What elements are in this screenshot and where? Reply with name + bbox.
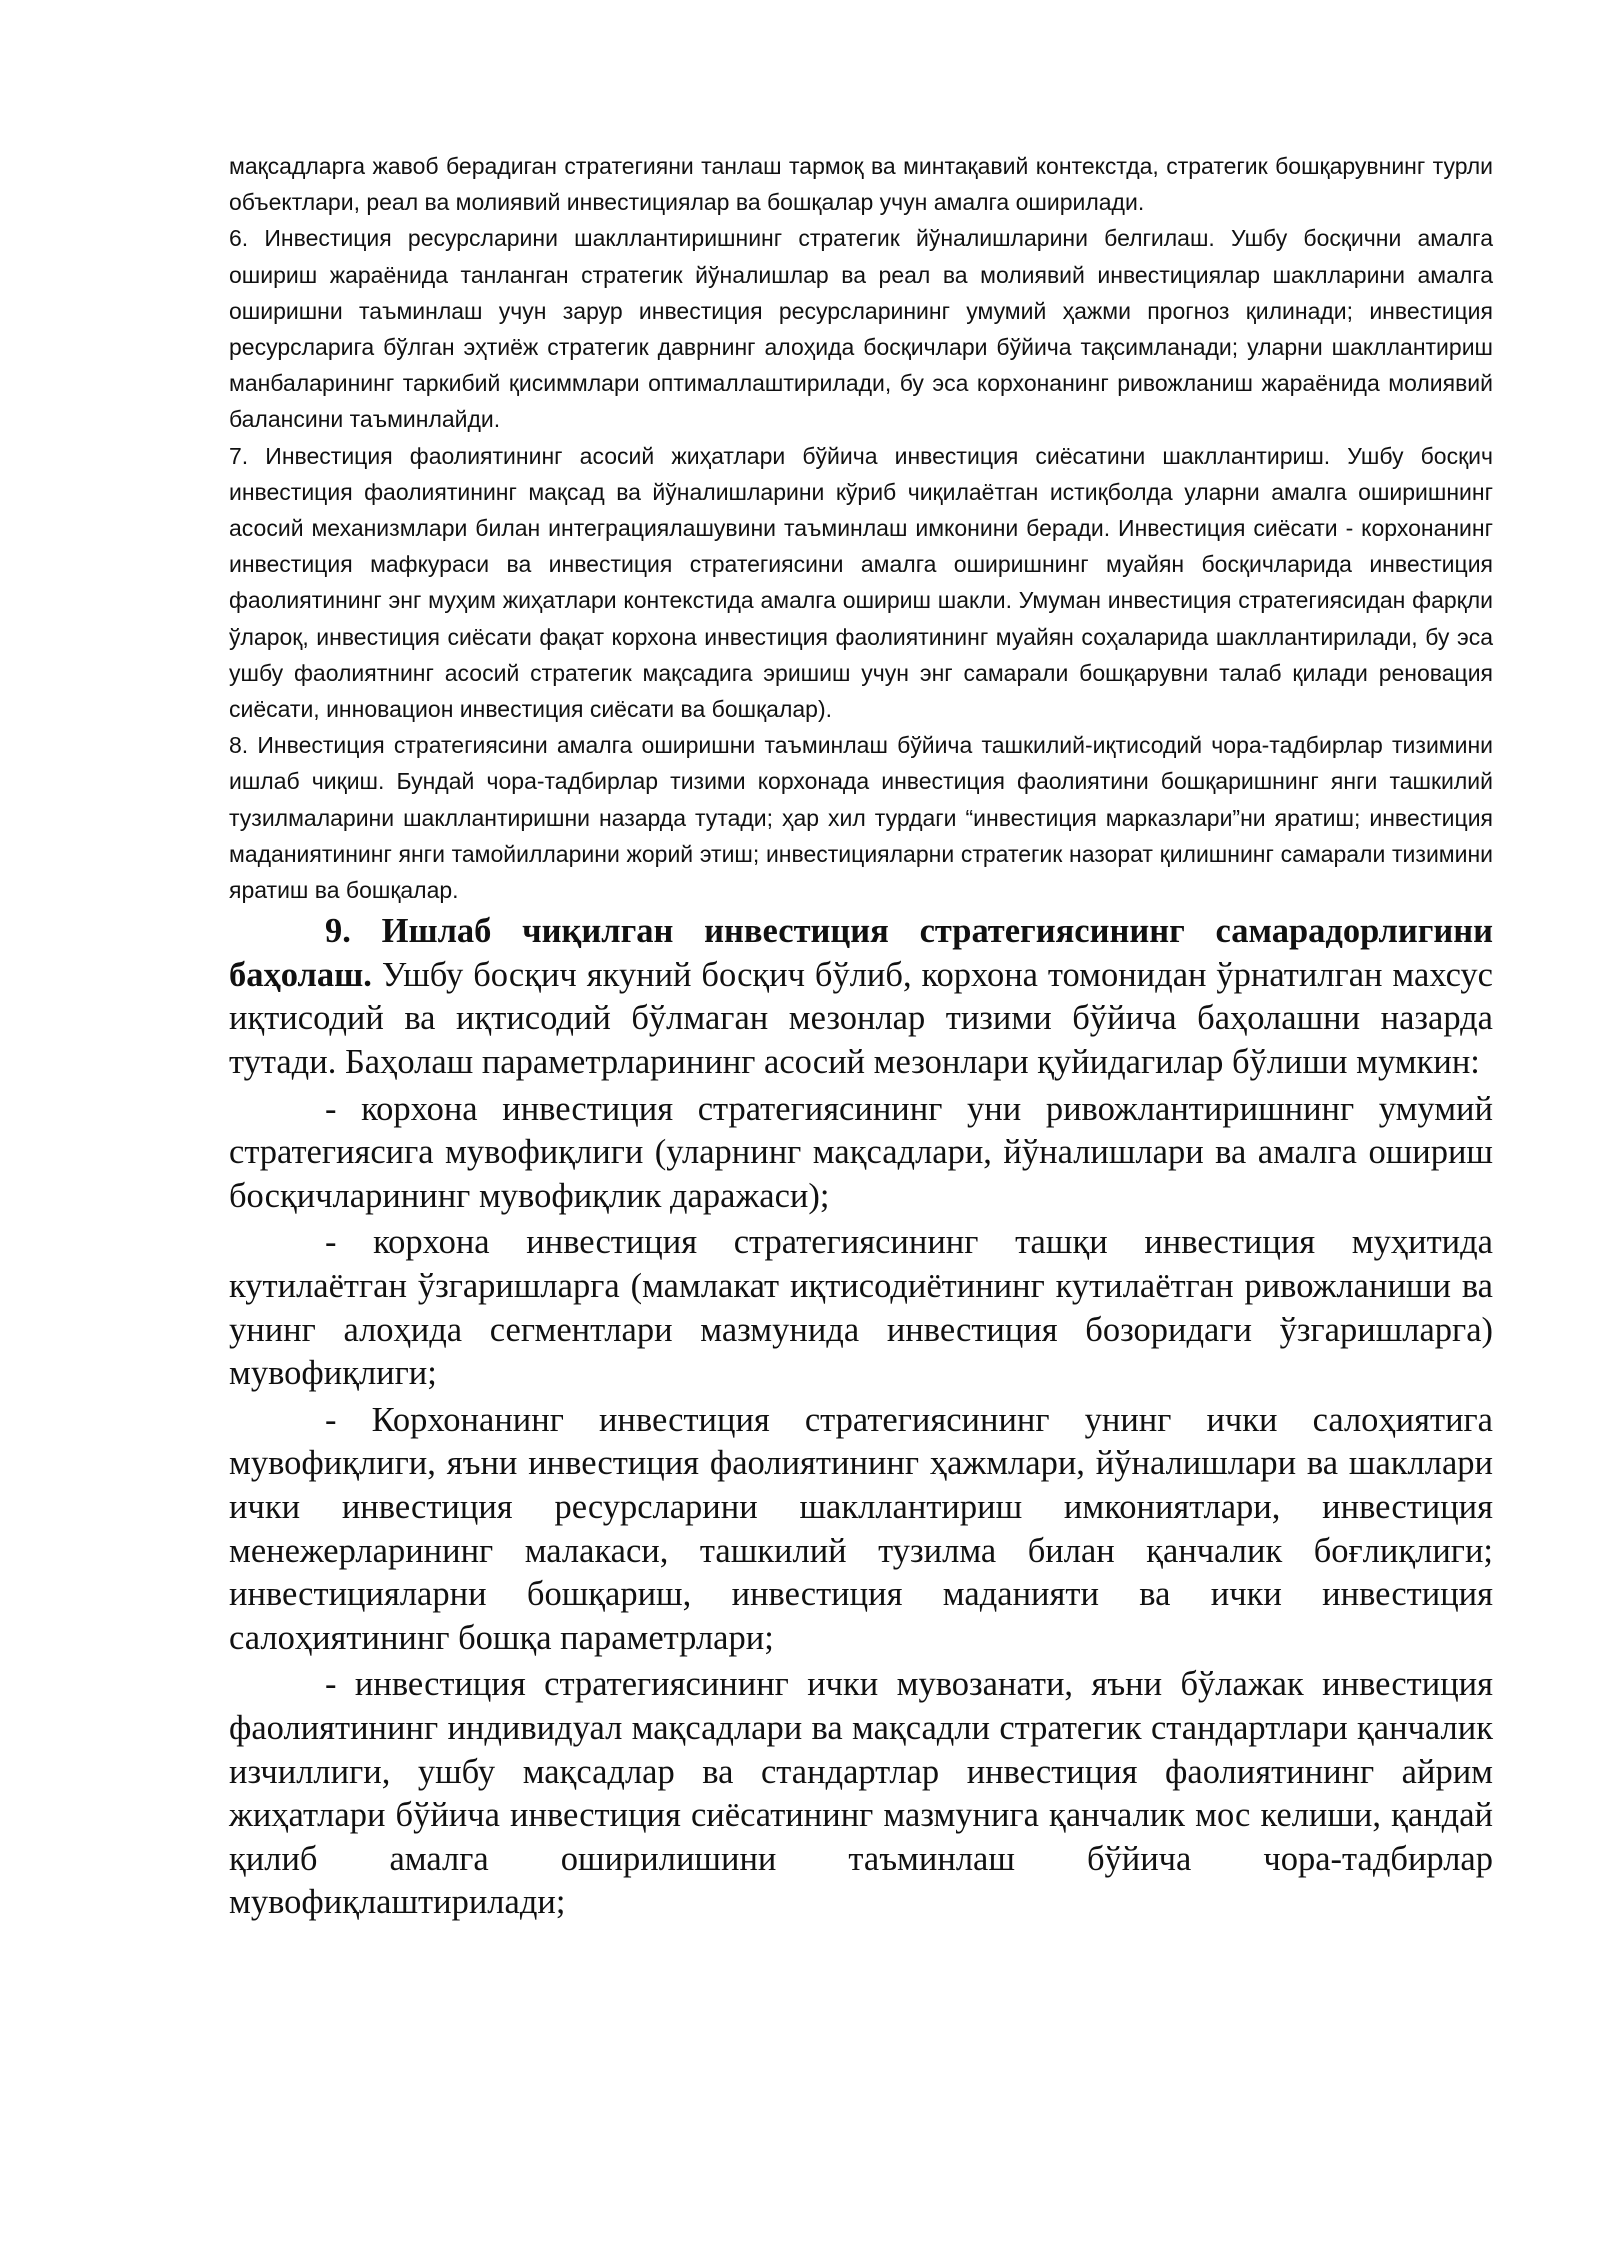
step-9-heading: 9. Ишлаб чиқилган инвестиция стратегиясининг самарадорлигини баҳолаш. bbox=[229, 912, 1493, 994]
step-9-paragraph bbox=[229, 910, 1493, 1084]
step-6-paragraph: 6. Инвестиция ресурсларини шакллантиришнинг стратегик йўналишларини белгилаш. Ушбу босқични амалга ошириш жараёнида танланган стратегик йўналишлар ва реал ва молиявий инвестициялар шаклларини амалга оширишни таъминлаш учун зарур инвестиция ресурсларининг умумий ҳажми прогноз қилинади; инвестиция ресурсларига бўлган эҳтиёж стратегик даврнинг алоҳида босқичлари бўйича тақсимланади; уларни шакллантириш манбаларининг таркибий қисиммлари оптималлаштирилади, бу эса корхонанинг ривожланиш жараёнида молиявий балансини таъминлайди. bbox=[229, 225, 1493, 433]
step-9-text: Ушбу босқич якуний босқич бўлиб, корхона томонидан ўрнатилган махсус иқтисодий ва иқтисодий бўлмаган мезонлар тизими бўйича баҳолашни назарда тутади. Баҳолаш параметрларининг асосий мезонлари қуйидагилар бўлиши мумкин: bbox=[229, 955, 1493, 1082]
criterion-4: - инвестиция стратегиясининг ички мувозанати, яъни бўлажак инвестиция фаолиятининг индивидуал мақсадлари ва мақсадли стратегик стандартлари қанчалик изчиллиги, ушбу мақсадлар ва стандартлар инвестиция фаолиятининг айрим жиҳатлари бўйича инвестиция сиёсатининг мазмунига қанчалик мос келиши, қандай қилиб амалга оширилишини таъминлаш бўйича чора-тадбирлар мувофиқлаштирилади; bbox=[229, 1665, 1493, 1922]
document-page bbox=[229, 148, 1493, 1928]
intro-paragraph: мақсадларга жавоб берадиган стратегияни танлаш тармоқ ва минтақавий контекстда, стратегик бошқарувнинг турли объектлари, реал ва молиявий инвестициялар ва бошқалар учун амалга оширилади. bbox=[229, 153, 1493, 216]
step-7-paragraph: 7. Инвестиция фаолиятининг асосий жиҳатлари бўйича инвестиция сиёсатини шакллантириш. Ушбу босқич инвестиция фаолиятининг мақсад ва йўналишларини кўриб чиқилаётган истиқболда уларни амалга оширишнинг асосий механизмлари билан интеграциялашувини таъминлаш имконини беради. Инвестиция сиёсати - корхонанинг инвестиция мафкураси ва инвестиция стратегиясини амалга оширишнинг муайян босқичларида инвестиция фаолиятининг энг муҳим жиҳатлари контекстида амалга ошириш шакли. Умуман инвестиция стратегиясидан фарқли ўлароқ, инвестиция сиёсати фақат корхона инвестиция фаолиятининг муайян соҳаларида шакллантирилади, бу эса ушбу фаолиятнинг асосий стратегик мақсадига эришиш учун энг самарали бошқарувни талаб қилади реновация сиёсати, инновацион инвестиция сиёсати ва бошқалар). bbox=[229, 442, 1493, 723]
sans-text-block bbox=[229, 148, 1493, 908]
criterion-2: - корхона инвестиция стратегиясининг ташқи инвестиция муҳитида кутилаётган ўзгаришларга (мамлакат иқтисодиётининг кутилаётган ривожланиши ва унинг алоҳида сегментлари мазмунида инвестиция бозоридаги ўзгаришларга) мувофиқлиги; bbox=[229, 1223, 1493, 1393]
criterion-3: - Корхонанинг инвестиция стратегиясининг унинг ички салоҳиятига мувофиқлиги, яъни инвестиция фаолиятининг ҳажмлари, йўналишлари ва шакллари ички инвестиция ресурсларини шакллантириш имкониятлари, инвестиция менежерларининг малакаси, ташкилий тузилма билан қанчалик боғлиқлиги; инвестицияларни бошқариш, инвестиция маданияти ва ички инвестиция салоҳиятининг бошқа параметрлари; bbox=[229, 1400, 1493, 1657]
step-8-paragraph: 8. Инвестиция стратегиясини амалга оширишни таъминлаш бўйича ташкилий-иқтисодий чора-тадбирлар тизимини ишлаб чиқиш. Бундай чора-тадбирлар тизими корхонада инвестиция фаолиятини бошқаришнинг янги ташкилий тузилмаларини шакллантиришни назарда тутади; ҳар хил турдаги “инвестиция марказлари”ни яратиш; инвестиция маданиятининг янги тамойилларини жорий этиш; инвестицияларни стратегик назорат қилишнинг самарали тизимини яратиш ва бошқалар. bbox=[229, 732, 1493, 904]
criterion-1: - корхона инвестиция стратегиясининг уни ривожлантиришнинг умумий стратегиясига мувофиқлиги (уларнинг мақсадлари, йўналишлари ва амалга ошириш босқичларининг мувофиқлик даражаси); bbox=[229, 1089, 1493, 1215]
serif-text-block bbox=[229, 910, 1493, 1925]
